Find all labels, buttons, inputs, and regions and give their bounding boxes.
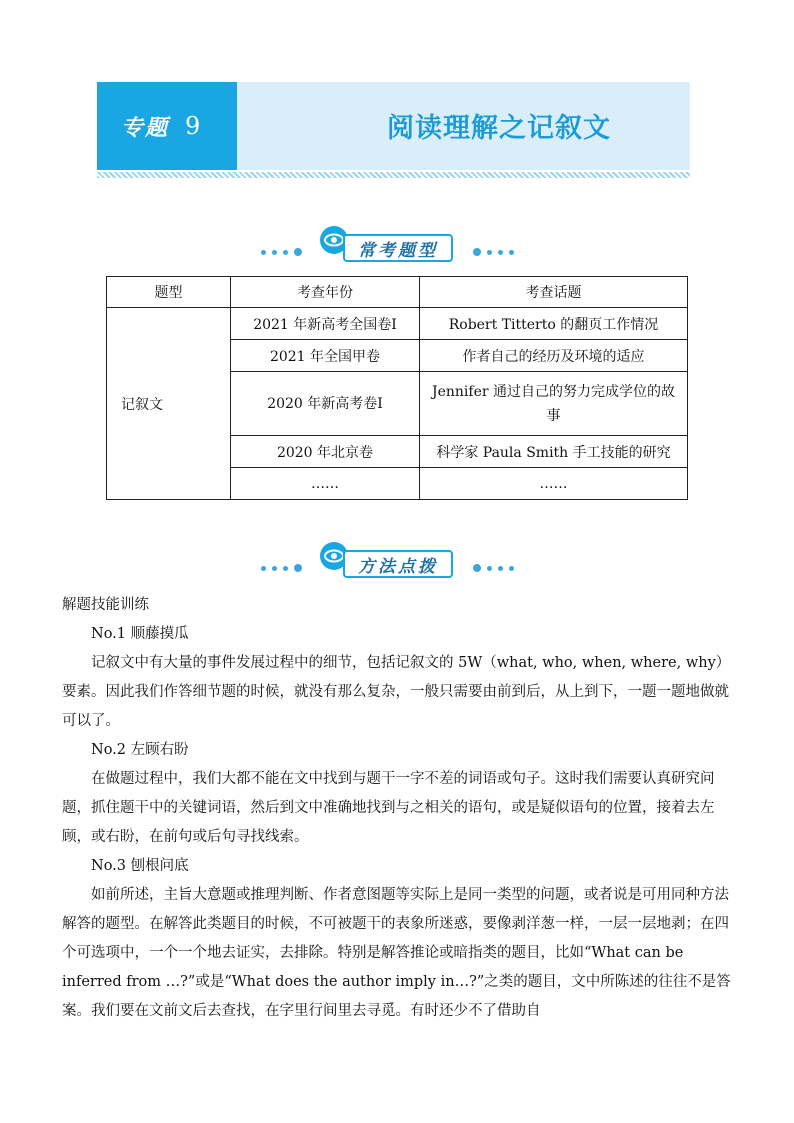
body-heading: 解题技能训练 xyxy=(62,597,149,613)
topic-cell: 科学家 Paula Smith 手工技能的研究 xyxy=(420,436,688,468)
method-paragraph: 记叙文中有大量的事件发展过程中的细节，包括记叙文的 5W（what, who, when, where, why）要素。因此我们作答细节题的时候，就没有那么复杂，一般只需要由前到后，从上到下，一题一题地做就可以了。 xyxy=(62,655,731,729)
topic-cell: 作者自己的经历及环境的适应 xyxy=(420,340,688,372)
method-title: No.2 左顾右盼 xyxy=(91,742,189,758)
topic-cell: Robert Titterto 的翻页工作情况 xyxy=(420,308,688,340)
method-paragraph: 如前所述，主旨大意题或推理判断、作者意图题等实际上是同一类型的问题，或者说是可用同种方法解答的题型。在解答此类题目的时候，不可被题干的表象所迷惑，要像剥洋葱一样，一层一层地剥；在四个可选项中，一个一个地去证实，去排除。特别是解答推论或暗指类的题目，比如“What can be inferred from …?”或是“What does the author imply in…?”之类的题目，文中所陈述的往往不是答案。我们要在文前文后去查找，在字里行间里去寻觅。有时还少不了借助自 xyxy=(62,887,731,1019)
section-title-method-tips: 方法点拨 xyxy=(343,550,453,578)
table-header-row xyxy=(107,277,688,308)
page-title: 阅读理解之记叙文 xyxy=(387,113,611,144)
method-paragraph: 在做题过程中，我们大都不能在文中找到与题干一字不差的词语或句子。这时我们需要认真研究问题，抓住题干中的关键词语，然后到文中准确地找到与之相关的语句，或是疑似语句的位置，接着去左顾，或右盼，在前句或后句寻找线索。 xyxy=(62,771,715,845)
topic-banner xyxy=(97,82,690,170)
section-badge-common-types xyxy=(255,226,535,262)
method-title: No.1 顺藤摸瓜 xyxy=(91,626,189,642)
year-cell: …… xyxy=(231,468,420,500)
method-body xyxy=(62,591,742,1026)
section-badge-method-tips xyxy=(255,542,535,578)
topic-number-block xyxy=(97,82,237,170)
year-cell: 2020 年新高考卷Ⅰ xyxy=(231,372,420,436)
banner-stripe xyxy=(97,172,690,178)
year-cell: 2021 年全国甲卷 xyxy=(231,340,420,372)
decor-dots-right xyxy=(473,564,514,572)
decor-dots-right xyxy=(473,248,514,256)
year-cell: 2020 年北京卷 xyxy=(231,436,420,468)
column-header: 考查话题 xyxy=(420,277,688,308)
column-header: 题型 xyxy=(107,277,231,308)
section-title-common-types: 常考题型 xyxy=(343,234,453,262)
column-header: 考查年份 xyxy=(231,277,420,308)
decor-dots-left xyxy=(261,564,302,572)
method-title: No.3 刨根问底 xyxy=(91,858,189,874)
topic-cell: Jennifer 通过自己的努力完成学位的故事 xyxy=(420,372,688,436)
topic-cell: …… xyxy=(420,468,688,500)
topic-number: 9 xyxy=(185,112,201,140)
year-cell: 2021 年新高考全国卷Ⅰ xyxy=(231,308,420,340)
decor-dots-left xyxy=(261,248,302,256)
exam-topics-table xyxy=(106,276,688,500)
table-row xyxy=(107,308,688,340)
topic-label: 专题 xyxy=(121,114,170,141)
type-cell: 记叙文 xyxy=(107,308,231,500)
